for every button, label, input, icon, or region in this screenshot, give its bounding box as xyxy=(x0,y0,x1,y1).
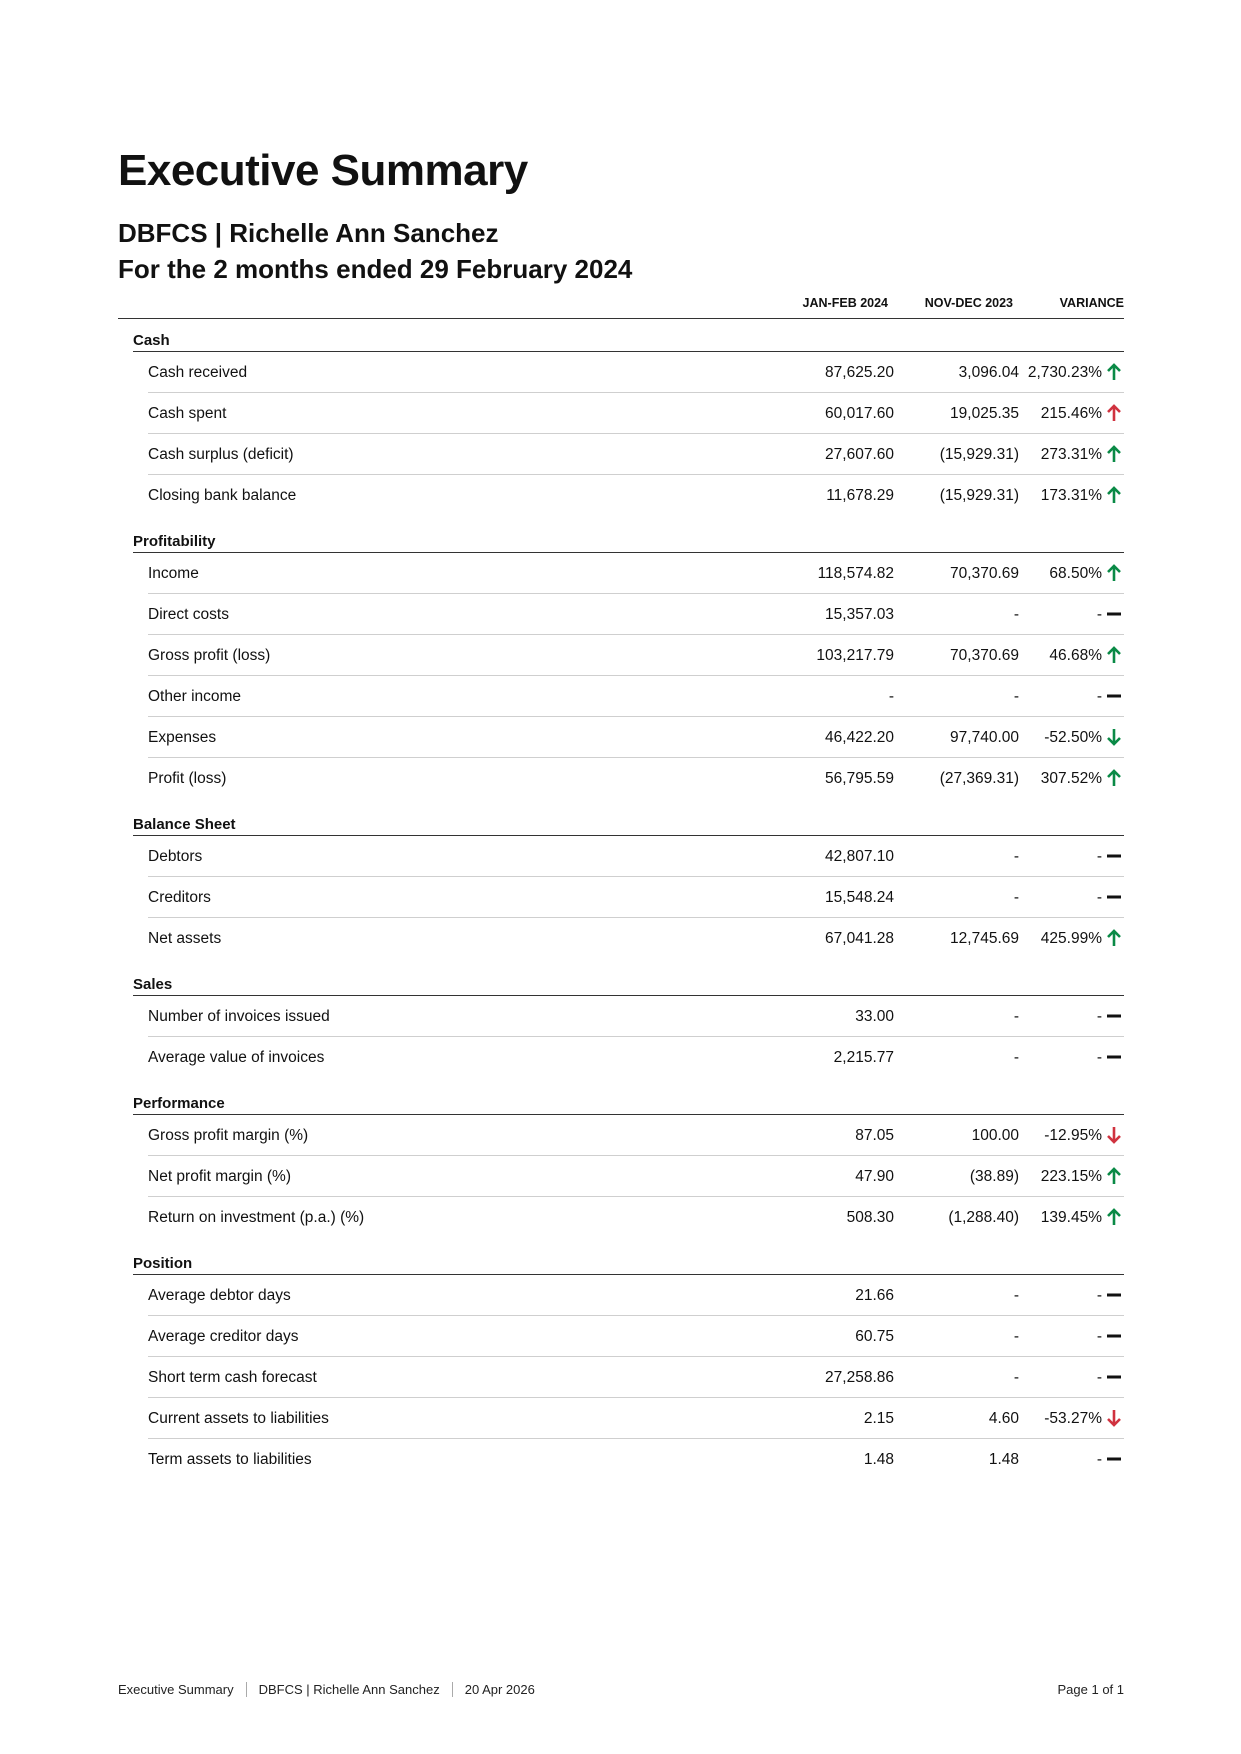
row-previous-value: 12,745.69 xyxy=(950,930,1019,947)
footer-date: 20 Apr 2026 xyxy=(452,1682,547,1697)
table-row xyxy=(148,1439,1124,1479)
section-title-label: Balance Sheet xyxy=(133,816,236,833)
row-previous-value: - xyxy=(1013,1328,1019,1345)
row-variance: - xyxy=(1096,848,1102,865)
row-label: Creditors xyxy=(148,889,211,906)
row-label: Profit (loss) xyxy=(148,770,227,787)
row-label: Net assets xyxy=(148,930,222,947)
row-variance: -53.27% xyxy=(1044,1410,1102,1427)
arrow-up-icon xyxy=(1104,403,1124,423)
row-variance: 173.31% xyxy=(1040,487,1102,504)
section-rows xyxy=(118,1115,1124,1237)
row-variance: - xyxy=(1096,1451,1102,1468)
row-variance: 425.99% xyxy=(1040,930,1102,947)
table-row xyxy=(148,553,1124,594)
row-label: Short term cash forecast xyxy=(148,1369,317,1386)
section-rows xyxy=(118,553,1124,798)
section-title-label: Performance xyxy=(133,1095,225,1112)
row-previous-value: 19,025.35 xyxy=(950,405,1019,422)
row-previous-value: - xyxy=(1013,1049,1019,1066)
row-current-value: 21.66 xyxy=(855,1287,894,1304)
row-previous-value: - xyxy=(1013,1287,1019,1304)
row-label: Debtors xyxy=(148,848,203,865)
table-row xyxy=(148,1197,1124,1237)
dash-icon xyxy=(1104,1367,1124,1387)
footer-org: DBFCS | Richelle Ann Sanchez xyxy=(246,1682,452,1697)
row-current-value: 60.75 xyxy=(855,1328,894,1345)
row-current-value: 2,215.77 xyxy=(833,1049,894,1066)
row-variance: - xyxy=(1096,889,1102,906)
row-label: Direct costs xyxy=(148,606,229,623)
row-current-value: 118,574.82 xyxy=(817,565,894,582)
row-previous-value: 1.48 xyxy=(988,1451,1019,1468)
table-row xyxy=(148,475,1124,515)
row-current-value: 508.30 xyxy=(846,1209,894,1226)
table-row xyxy=(148,758,1124,798)
row-label: Average debtor days xyxy=(148,1287,291,1304)
dash-icon xyxy=(1104,604,1124,624)
row-variance: - xyxy=(1096,1369,1102,1386)
row-variance: 68.50% xyxy=(1049,565,1102,582)
section-title xyxy=(118,1245,1124,1274)
row-variance: - xyxy=(1096,1287,1102,1304)
section-title-label: Sales xyxy=(133,976,173,993)
page-footer xyxy=(118,1682,1124,1697)
dash-icon xyxy=(1104,887,1124,907)
row-previous-value: - xyxy=(1013,1008,1019,1025)
table-row xyxy=(148,836,1124,877)
row-variance: 223.15% xyxy=(1040,1168,1102,1185)
row-variance: 139.45% xyxy=(1040,1209,1102,1226)
summary-table xyxy=(118,322,1124,1479)
dash-icon xyxy=(1104,1006,1124,1026)
arrow-down-icon xyxy=(1104,1408,1124,1428)
row-previous-value: 70,370.69 xyxy=(950,565,1019,582)
row-previous-value: (27,369.31) xyxy=(939,770,1019,787)
header-divider xyxy=(118,318,1124,319)
row-label: Cash received xyxy=(148,364,248,381)
table-row xyxy=(148,1115,1124,1156)
section-title-label: Cash xyxy=(133,332,170,349)
row-label: Closing bank balance xyxy=(148,487,297,504)
table-row xyxy=(148,635,1124,676)
row-variance: - xyxy=(1096,1049,1102,1066)
row-current-value: 60,017.60 xyxy=(825,405,894,422)
row-variance: 307.52% xyxy=(1040,770,1102,787)
row-label: Return on investment (p.a.) (%) xyxy=(148,1209,365,1226)
report-period: For the 2 months ended 29 February 2024 xyxy=(118,254,633,284)
arrow-up-icon xyxy=(1104,563,1124,583)
table-row xyxy=(148,1037,1124,1077)
row-current-value: 46,422.20 xyxy=(825,729,894,746)
table-row xyxy=(148,877,1124,918)
row-label: Number of invoices issued xyxy=(148,1008,330,1025)
report-subtitle: DBFCS | Richelle Ann Sanchez xyxy=(118,218,499,248)
arrow-up-icon xyxy=(1104,768,1124,788)
row-current-value: 42,807.10 xyxy=(825,848,894,865)
row-previous-value: 3,096.04 xyxy=(958,364,1019,381)
table-row xyxy=(148,1316,1124,1357)
row-variance: 273.31% xyxy=(1040,446,1102,463)
row-label: Average creditor days xyxy=(148,1328,299,1345)
section-gap xyxy=(118,958,1124,966)
section-title xyxy=(118,1085,1124,1114)
section-title xyxy=(118,806,1124,835)
row-previous-value: - xyxy=(1013,606,1019,623)
row-variance: - xyxy=(1096,606,1102,623)
row-current-value: 33.00 xyxy=(855,1008,894,1025)
section-rows xyxy=(118,996,1124,1077)
dash-icon xyxy=(1104,846,1124,866)
section-rows xyxy=(118,352,1124,515)
arrow-up-icon xyxy=(1104,645,1124,665)
row-current-value: 56,795.59 xyxy=(825,770,894,787)
row-current-value: 103,217.79 xyxy=(816,647,894,664)
arrow-up-icon xyxy=(1104,1166,1124,1186)
section-gap xyxy=(118,798,1124,806)
row-variance: 215.46% xyxy=(1040,405,1102,422)
arrow-up-icon xyxy=(1104,362,1124,382)
row-previous-value: 97,740.00 xyxy=(950,729,1019,746)
row-current-value: 27,607.60 xyxy=(825,446,894,463)
row-label: Cash spent xyxy=(148,405,227,422)
row-variance: -52.50% xyxy=(1044,729,1102,746)
row-previous-value: (1,288.40) xyxy=(948,1209,1019,1226)
dash-icon xyxy=(1104,1285,1124,1305)
row-label: Term assets to liabilities xyxy=(148,1451,312,1468)
row-current-value: 15,357.03 xyxy=(825,606,894,623)
section-title-label: Profitability xyxy=(133,533,216,550)
row-variance: -12.95% xyxy=(1044,1127,1102,1144)
table-row xyxy=(148,352,1124,393)
dash-icon xyxy=(1104,1047,1124,1067)
row-previous-value: 70,370.69 xyxy=(950,647,1019,664)
section-gap xyxy=(118,1237,1124,1245)
row-label: Current assets to liabilities xyxy=(148,1410,329,1427)
row-previous-value: (38.89) xyxy=(969,1168,1019,1185)
row-previous-value: (15,929.31) xyxy=(939,487,1019,504)
arrow-down-icon xyxy=(1104,1125,1124,1145)
row-previous-value: 4.60 xyxy=(988,1410,1019,1427)
table-row xyxy=(148,1398,1124,1439)
row-variance: - xyxy=(1096,688,1102,705)
row-label: Gross profit margin (%) xyxy=(148,1127,309,1144)
table-row xyxy=(148,676,1124,717)
row-label: Average value of invoices xyxy=(148,1049,325,1066)
arrow-up-icon xyxy=(1104,485,1124,505)
arrow-up-icon xyxy=(1104,928,1124,948)
row-previous-value: (15,929.31) xyxy=(939,446,1019,463)
row-current-value: 47.90 xyxy=(855,1168,894,1185)
section-rows xyxy=(118,1275,1124,1479)
row-previous-value: 100.00 xyxy=(971,1127,1019,1144)
row-current-value: 15,548.24 xyxy=(825,889,894,906)
row-current-value: 2.15 xyxy=(863,1410,894,1427)
row-label: Expenses xyxy=(148,729,217,746)
table-row xyxy=(148,594,1124,635)
row-variance: 2,730.23% xyxy=(1027,364,1102,381)
section-title xyxy=(118,523,1124,552)
row-current-value: 87,625.20 xyxy=(825,364,894,381)
arrow-down-icon xyxy=(1104,727,1124,747)
footer-page-number: Page 1 of 1 xyxy=(1057,1682,1124,1697)
row-current-value: 67,041.28 xyxy=(825,930,894,947)
table-row xyxy=(148,1357,1124,1398)
row-label: Income xyxy=(148,565,199,582)
section-gap xyxy=(118,1077,1124,1085)
section-rows xyxy=(118,836,1124,958)
section-title xyxy=(118,322,1124,351)
arrow-up-icon xyxy=(1104,1207,1124,1227)
row-variance: 46.68% xyxy=(1049,647,1102,664)
row-current-value: 87.05 xyxy=(855,1127,894,1144)
section-title xyxy=(118,966,1124,995)
table-row xyxy=(148,434,1124,475)
row-previous-value: - xyxy=(1013,1369,1019,1386)
report-title: Executive Summary xyxy=(118,146,528,195)
row-current-value: 1.48 xyxy=(863,1451,894,1468)
section-gap xyxy=(118,515,1124,523)
table-row xyxy=(148,1275,1124,1316)
row-label: Other income xyxy=(148,688,242,705)
row-current-value: - xyxy=(888,688,894,705)
row-previous-value: - xyxy=(1013,688,1019,705)
table-row xyxy=(148,717,1124,758)
table-row xyxy=(148,393,1124,434)
row-variance: - xyxy=(1096,1008,1102,1025)
column-header-variance: VARIANCE xyxy=(1059,296,1124,310)
row-label: Gross profit (loss) xyxy=(148,647,271,664)
column-header-previous: NOV-DEC 2023 xyxy=(924,296,1013,310)
dash-icon xyxy=(1104,1449,1124,1469)
table-row xyxy=(148,1156,1124,1197)
row-current-value: 27,258.86 xyxy=(825,1369,894,1386)
dash-icon xyxy=(1104,1326,1124,1346)
row-label: Cash surplus (deficit) xyxy=(148,446,294,463)
column-header-current: JAN-FEB 2024 xyxy=(802,296,888,310)
section-title-label: Position xyxy=(133,1255,193,1272)
arrow-up-icon xyxy=(1104,444,1124,464)
row-previous-value: - xyxy=(1013,889,1019,906)
table-row xyxy=(148,918,1124,958)
row-label: Net profit margin (%) xyxy=(148,1168,291,1185)
row-variance: - xyxy=(1096,1328,1102,1345)
row-current-value: 11,678.29 xyxy=(826,487,894,504)
table-row xyxy=(148,996,1124,1037)
footer-report-name: Executive Summary xyxy=(118,1682,234,1697)
dash-icon xyxy=(1104,686,1124,706)
row-previous-value: - xyxy=(1013,848,1019,865)
